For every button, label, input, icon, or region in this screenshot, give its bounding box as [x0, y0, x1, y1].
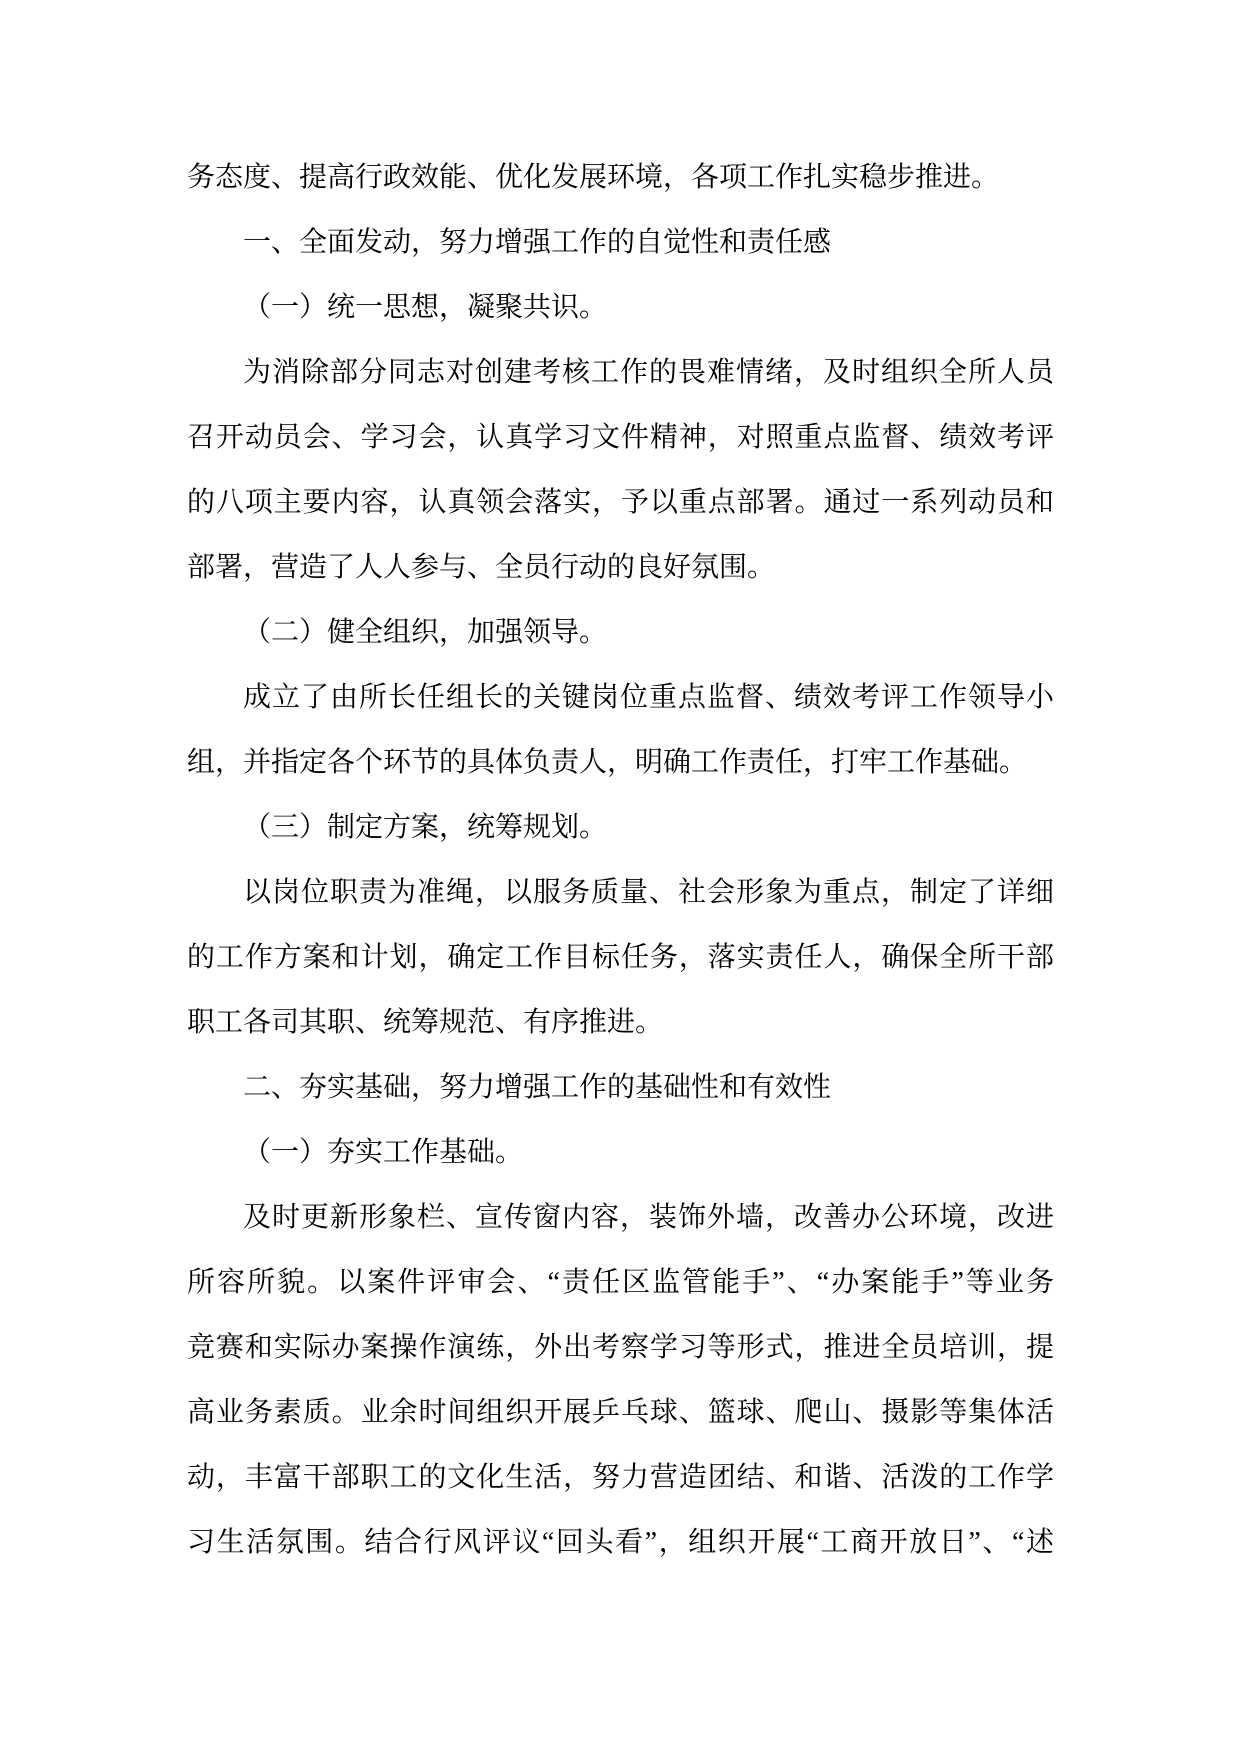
text-line: 所容所貌。以案件评审会、“责任区监管能手”、“办案能手”等业务	[187, 1267, 1054, 1298]
text-line: 召开动员会、学习会，认真学习文件精神，对照重点监督、绩效考评	[187, 422, 1054, 453]
text-line: 及时更新形象栏、宣传窗内容，装饰外墙，改善办公环境，改进	[243, 1202, 1054, 1233]
text-line: （三）制定方案，统筹规划。	[243, 812, 608, 843]
text-line: （一）夯实工作基础。	[243, 1137, 524, 1168]
text-line: （二）健全组织，加强领导。	[243, 617, 608, 648]
text-line: 的工作方案和计划，确定工作目标任务，落实责任人，确保全所干部	[187, 942, 1054, 973]
text-line: （一）统一思想，凝聚共识。	[243, 292, 608, 323]
text-line: 习生活氛围。结合行风评议“回头看”，组织开展“工商开放日”、“述	[187, 1527, 1054, 1558]
text-line: 高业务素质。业余时间组织开展乒乓球、篮球、爬山、摄影等集体活	[187, 1397, 1054, 1428]
text-line: 的八项主要内容，认真领会落实，予以重点部署。通过一系列动员和	[187, 487, 1054, 518]
document-text-block	[187, 145, 1054, 1575]
text-line: 职工各司其职、统筹规范、有序推进。	[187, 1007, 664, 1038]
text-line: 为消除部分同志对创建考核工作的畏难情绪，及时组织全所人员	[243, 357, 1054, 388]
text-line: 成立了由所长任组长的关键岗位重点监督、绩效考评工作领导小	[243, 682, 1054, 713]
text-line: 以岗位职责为准绳，以服务质量、社会形象为重点，制定了详细	[243, 877, 1054, 908]
text-line: 动，丰富干部职工的文化生活，努力营造团结、和谐、活泼的工作学	[187, 1462, 1054, 1493]
text-line: 竞赛和实际办案操作演练，外出考察学习等形式，推进全员培训，提	[187, 1332, 1054, 1363]
text-line: 务态度、提高行政效能、优化发展环境，各项工作扎实稳步推进。	[187, 162, 1000, 193]
text-line: 二、夯实基础，努力增强工作的基础性和有效性	[243, 1072, 832, 1103]
text-line: 一、全面发动，努力增强工作的自觉性和责任感	[243, 227, 832, 258]
text-line: 组，并指定各个环节的具体负责人，明确工作责任，打牢工作基础。	[187, 747, 1028, 778]
text-line: 部署，营造了人人参与、全员行动的良好氛围。	[187, 552, 776, 583]
